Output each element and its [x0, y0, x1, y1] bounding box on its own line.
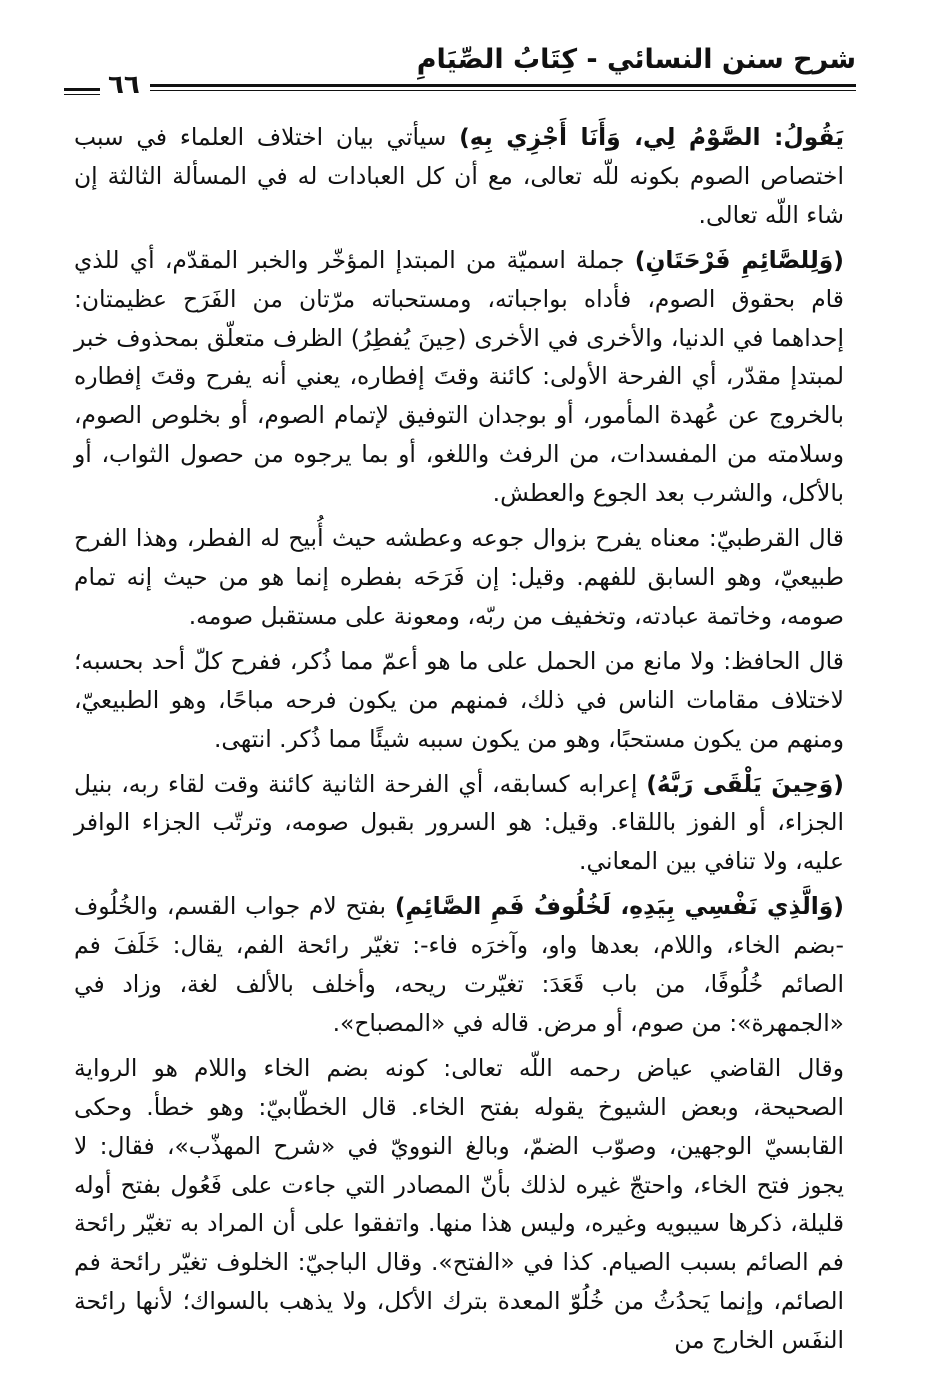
paragraph-2: [74, 241, 844, 513]
quoted-text: (وَحِينَ يَلْقَى رَبَّهُ): [646, 769, 844, 798]
quoted-text: (وَالَّذِي نَفْسِي بِيَدِهِ، لَخُلُوفُ فَمِ الصَّائِمِ): [394, 892, 844, 921]
header-rule: [150, 84, 856, 91]
commentary-text: وقال القاضي عياض رحمه اللّه تعالى: كونه بضم الخاء واللام هو الرواية الصحيحة، وبعض الشيوخ يقوله بفتح الخاء. قال الخطّابيّ: وهو خطأ. وحكى القابسيّ الوجهين، وصوّب الضمّ، وبالغ النوويّ في «شرح المهذّب»، فقال: لا يجوز فتح الخاء، واحتجّ غيره لذلك بأنّ المصادر التي جاءت على فَعُول بفتح أوله قليلة، ذكرها سيبويه وغيره، وليس هذا منها. واتفقوا على أن المراد به تغيّر رائحة فم الصائم بسبب الصيام. كذا في «الفتح». وقال الباجيّ: الخلوف تغيّر رائحة فم الصائم، وإنما يَحدُثُ من خُلُوّ المعدة بترك الأكل، ولا يذهب بالسواك؛ لأنها رائحة النفَس الخارج من: [74, 1053, 844, 1355]
quoted-text: (وَلِلصَّائِمِ فَرْحَتَانِ): [634, 245, 844, 274]
paragraph-5: [74, 765, 844, 882]
body-text: [74, 118, 844, 1366]
paragraph-3: [74, 519, 844, 636]
commentary-text: قال الحافظ: ولا مانع من الحمل على ما هو أعمّ مما ذُكر، ففرح كلّ أحد بحسبه؛ لاختلاف مقامات الناس في ذلك، فمنهم من يكون فرحه مباحًا، وهو الطبيعيّ، ومنهم من يكون مستحبًا، وهو من يكون سببه شيئًا مما ذُكر. انتهى.: [74, 646, 844, 753]
commentary-text: سيأتي بيان اختلاف العلماء في سبب اختصاص الصوم بكونه للّه تعالى، مع أن كل العبادات له في المسألة الثالثة إن شاء اللّه تعالى.: [74, 123, 844, 229]
paragraph-4: [74, 642, 844, 759]
paragraph-6: [74, 887, 844, 1043]
page-number: ٦٦: [108, 70, 140, 100]
page-number-rule: [64, 88, 100, 95]
quoted-text: يَقُولُ: الصَّوْمُ لِي، وَأَنَا أَجْزِي بِهِ): [459, 123, 844, 151]
commentary-text: بفتح لام جواب القسم، والخُلُوف -بضم الخاء، واللام، بعدها واو، وآخرَه فاء-: تغيّر رائحة الفم، يقال: خَلَفَ فم الصائم خُلُوفًا، من باب قَعَدَ: تغيّرت ريحه، وأخلف بالألف لغة، وزاد في «الجمهرة»: من صوم، أو مرض. قاله في «المصباح».: [74, 892, 844, 1037]
paragraph-1: [74, 118, 844, 235]
commentary-text: قال القرطبيّ: معناه يفرح بزوال جوعه وعطشه حيث أُبيح له الفطر، وهذا الفرح طبيعيّ، وهو السابق للفهم. وقيل: إن فَرَحَه بفطره إنما هو من حيث إنه تمام صومه، وخاتمة عبادته، وتخفيف من ربّه، ومعونة على مستقبل صومه.: [74, 524, 844, 630]
running-title: شرح سنن النسائي - كِتَابُ الصِّيَامِ: [416, 44, 856, 75]
running-header: [64, 40, 856, 100]
commentary-text: إعرابه كسابقه، أي الفرحة الثانية كائنة وقت لقاء ربه، بنيل الجزاء، أو الفوز باللقاء. وقيل: هو السرور بقبول صومه، وترتّب الجزاء الوافر عليه، ولا تنافي بين المعاني.: [74, 769, 844, 876]
paragraph-7: [74, 1049, 844, 1360]
commentary-text: جملة اسميّة من المبتدإ المؤخّر والخبر المقدّم، أي للذي قام بحقوق الصوم، فأداه بواجباته، ومستحباته مرّتان من الفَرَح عظيمتان: إحداهما في الدنيا، والأخرى في الأخرى (حِينَ يُفطِرُ) الظرف متعلّق بمحذوف خبر لمبتدإ مقدّر، أي الفرحة الأولى: كائنة وقتَ إفطاره، يعني أنه يفرح وقتَ إفطاره بالخروج عن عُهدة المأمور، أو بوجدان التوفيق لإتمام الصوم، أو بخلوص الصوم، وسلامته من المفسدات، من الرفث واللغو، أو بما يرجوه من حصول الثواب، أو بالأكل، والشرب بعد الجوع والعطش.: [74, 245, 844, 508]
